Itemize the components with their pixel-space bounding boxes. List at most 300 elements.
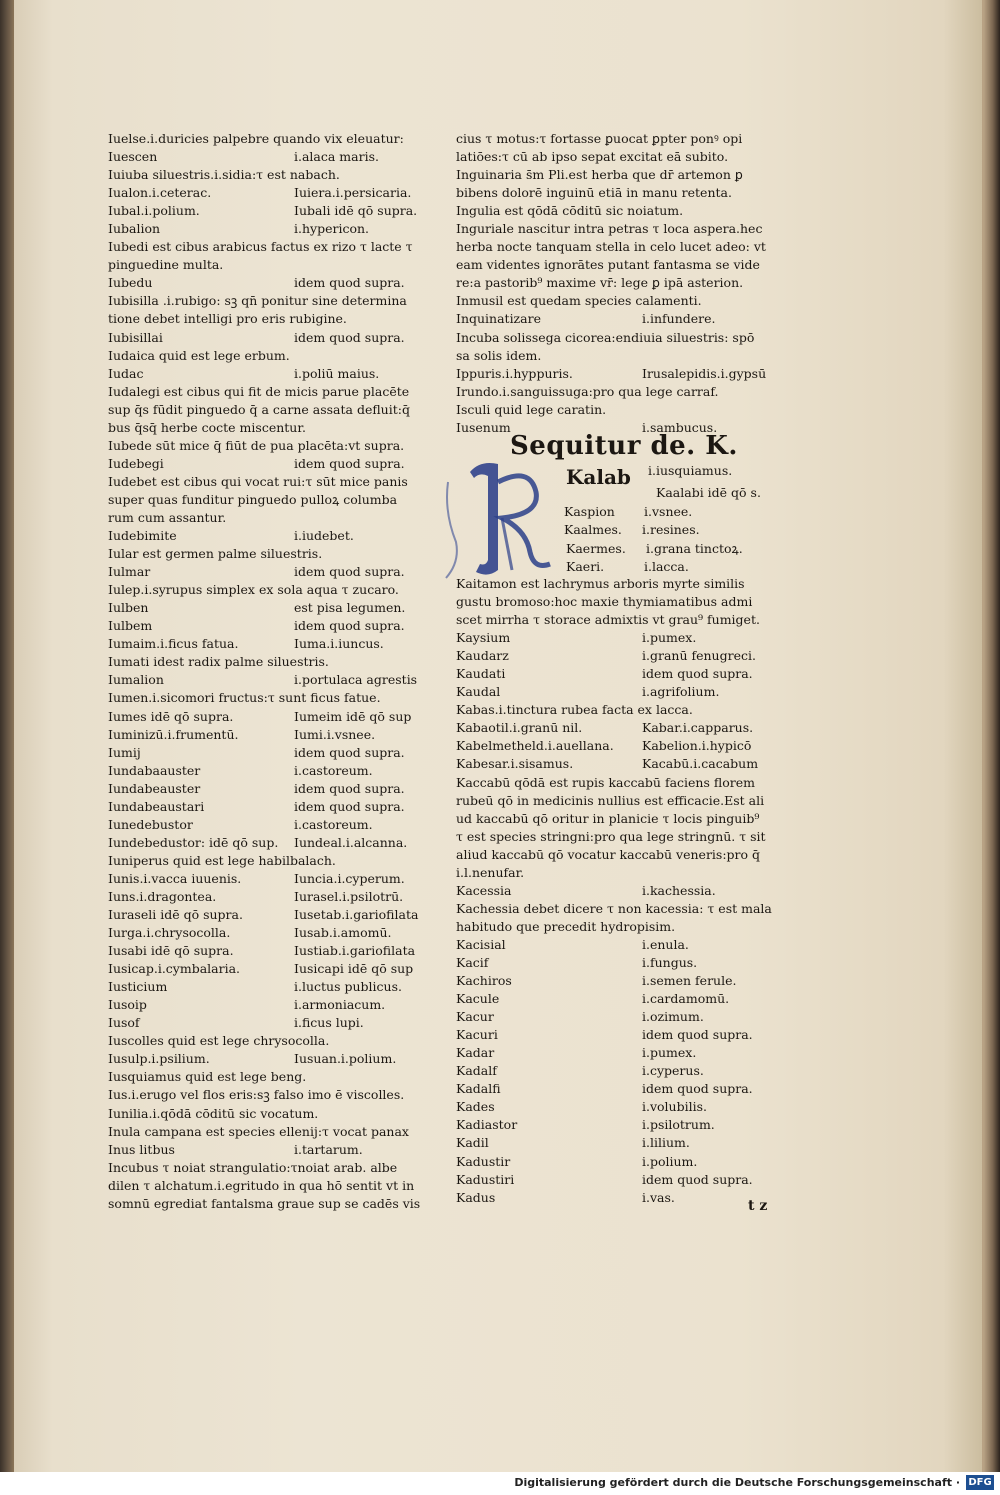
entry-term: aliud kaccabū qō vocatur kaccabū veneris:pro q̄ bbox=[456, 846, 761, 862]
entry-term: Kacessia bbox=[456, 882, 512, 898]
text-line bbox=[108, 744, 430, 762]
entry-term: Ingulia est qōdā cōditū sic noiatum. bbox=[456, 203, 684, 219]
entry-term: Kadustiri bbox=[456, 1171, 515, 1187]
entry-term: scet mirrha τ storace admixtis vt grau⁹ fumiget. bbox=[456, 612, 760, 628]
entry-term: Iuescen bbox=[108, 149, 158, 165]
text-line bbox=[108, 1123, 430, 1141]
entry-term: τ est species stringni:pro qua lege stringnū. τ sit bbox=[456, 828, 766, 844]
entry-term: Iundebedustor: idē qō sup. bbox=[108, 834, 279, 850]
text-line bbox=[456, 365, 774, 383]
text-line bbox=[108, 238, 430, 256]
entry-term: Inguinaria s̄m Pli.est herba que dr̄ artemon ꝑ bbox=[456, 167, 743, 183]
text-line bbox=[108, 906, 430, 924]
text-line bbox=[108, 888, 430, 906]
entry-term: Iubisilla .i.rubigo: sꝫ qn̄ ponitur sine determina bbox=[108, 293, 407, 309]
text-line bbox=[456, 755, 774, 773]
entry-term: Iundabeaustari bbox=[108, 798, 205, 814]
entry-gloss: idem quod supra. bbox=[642, 666, 753, 682]
entry-gloss: idem quod supra. bbox=[294, 455, 405, 471]
text-line bbox=[456, 256, 774, 274]
entry-term: bus q̄sq̄ herbe cocte miscentur. bbox=[108, 419, 306, 435]
entry-term: Kacur bbox=[456, 1009, 494, 1025]
text-line bbox=[108, 365, 430, 383]
entry-term: Iusulp.i.psilium. bbox=[108, 1051, 210, 1067]
entry-term: Kacule bbox=[456, 991, 500, 1007]
entry-term: habitudo que precedit hydropisim. bbox=[456, 918, 676, 934]
entry-term: Iulep.i.syrupus simplex ex sola aqua τ zucaro. bbox=[108, 582, 399, 598]
text-line bbox=[108, 1086, 430, 1104]
text-line bbox=[108, 1177, 430, 1195]
entry-term: Iuns.i.dragontea. bbox=[108, 888, 217, 904]
text-line bbox=[108, 184, 430, 202]
entry-gloss: i.polium. bbox=[642, 1153, 698, 1169]
footer-credit: Digitalisierung gefördert durch die Deutsche Forschungsgemeinschaft · bbox=[514, 1476, 960, 1489]
text-line bbox=[108, 617, 430, 635]
entry-term: Kadustir bbox=[456, 1153, 511, 1169]
text-line bbox=[108, 653, 430, 671]
entry-gloss: Iuma.i.iuncus. bbox=[294, 636, 384, 652]
entry-gloss: Iusicapi idē qō sup bbox=[294, 961, 414, 977]
entry-term: Iumalion bbox=[108, 672, 164, 688]
entry-term: somnū egrediat fantalsma graue sup se cadēs vis bbox=[108, 1195, 421, 1211]
entry-term: Kades bbox=[456, 1099, 495, 1115]
entry-term: Iusicap.i.cymbalaria. bbox=[108, 961, 241, 977]
entry-term: Iusoip bbox=[108, 997, 147, 1013]
text-line bbox=[456, 954, 774, 972]
entry-term: Iusenum bbox=[456, 419, 511, 435]
text-line bbox=[456, 166, 774, 184]
text-line bbox=[108, 1141, 430, 1159]
entry-gloss: idem quod supra. bbox=[294, 780, 405, 796]
text-line bbox=[108, 437, 430, 455]
dfg-logo-icon: DFG bbox=[966, 1475, 994, 1490]
text-line bbox=[108, 202, 430, 220]
entry-term: Inula campana est species ellenij:τ vocat panax bbox=[108, 1123, 409, 1139]
entry-term: Iubalion bbox=[108, 221, 161, 237]
text-line bbox=[108, 942, 430, 960]
text-line bbox=[456, 274, 774, 292]
entry-term: bibens dolorē inguinū etiā in manu retenta. bbox=[456, 185, 732, 201]
decorated-initial-k-icon bbox=[440, 452, 558, 582]
text-line bbox=[456, 665, 774, 683]
entry-term: herba nocte tanquam stella in celo lucet adeo: vt bbox=[456, 239, 766, 255]
entry-gloss: Iuiera.i.persicaria. bbox=[294, 185, 412, 201]
entry-gloss: i.tartarum. bbox=[294, 1141, 363, 1157]
entry-gloss: i.ficus lupi. bbox=[294, 1015, 364, 1031]
entry-gloss: i.vas. bbox=[642, 1189, 675, 1205]
text-line bbox=[108, 509, 430, 527]
entry-term: Kacuri bbox=[456, 1027, 498, 1043]
entry-term: Iualon.i.ceterac. bbox=[108, 185, 212, 201]
text-line bbox=[108, 1068, 430, 1086]
entry-term: Kaudati bbox=[456, 666, 506, 682]
entry-gloss: Iumeim idē qō sup bbox=[294, 708, 412, 724]
entry-term: Isculi quid lege caratin. bbox=[456, 401, 607, 417]
book-edge-right bbox=[982, 0, 1000, 1472]
text-line bbox=[456, 238, 774, 256]
text-line bbox=[108, 166, 430, 184]
entry-gloss: Iusab.i.amomū. bbox=[294, 925, 392, 941]
text-line bbox=[108, 708, 430, 726]
text-line bbox=[456, 882, 774, 900]
entry-term: sa solis idem. bbox=[456, 347, 542, 363]
entry-term: Iudebegi bbox=[108, 455, 164, 471]
right-text-column-bottom bbox=[456, 575, 774, 1207]
entry-term: Iuiuba siluestris.i.sidia:τ est nabach. bbox=[108, 167, 340, 183]
entry-term: Kaudarz bbox=[456, 648, 509, 664]
k-entry-term: Kaspion bbox=[564, 504, 615, 519]
text-line bbox=[108, 1105, 430, 1123]
text-line bbox=[456, 864, 774, 882]
text-line bbox=[456, 1153, 774, 1171]
text-line bbox=[456, 383, 774, 401]
text-line bbox=[456, 310, 774, 328]
entry-term: Kadiastor bbox=[456, 1117, 518, 1133]
entry-term: Kabas.i.tinctura rubea facta ex lacca. bbox=[456, 702, 693, 718]
entry-term: Kacif bbox=[456, 954, 489, 970]
entry-term: Iubal.i.polium. bbox=[108, 203, 200, 219]
k-entry-gloss: Kaalabi idē qō s. bbox=[656, 485, 761, 500]
text-line bbox=[108, 816, 430, 834]
entry-term: Iumati idest radix palme siluestris. bbox=[108, 654, 329, 670]
entry-term: Iuelse.i.duricies palpebre quando vix eleuatur: bbox=[108, 131, 404, 146]
entry-gloss: i.castoreum. bbox=[294, 816, 373, 832]
entry-term: latiōes:τ cū ab ipso sepat excitat eā subito. bbox=[456, 149, 729, 165]
text-line bbox=[456, 792, 774, 810]
text-line bbox=[108, 130, 430, 148]
entry-term: Kadar bbox=[456, 1045, 495, 1061]
text-line bbox=[108, 1050, 430, 1068]
k-entry-term: Kalab bbox=[566, 465, 631, 489]
entry-term: Iusquiamus quid est lege beng. bbox=[108, 1069, 307, 1085]
book-edge-left bbox=[0, 0, 14, 1472]
text-line bbox=[456, 1116, 774, 1134]
entry-gloss: i.armoniacum. bbox=[294, 997, 386, 1013]
text-line bbox=[456, 347, 774, 365]
text-line bbox=[456, 719, 774, 737]
entry-gloss: idem quod supra. bbox=[294, 618, 405, 634]
entry-term: Inus litbus bbox=[108, 1141, 175, 1157]
entry-gloss: Iuncia.i.cyperum. bbox=[294, 870, 405, 886]
entry-gloss: i.ozimum. bbox=[642, 1009, 704, 1025]
text-line bbox=[108, 329, 430, 347]
entry-term: Iular est germen palme siluestris. bbox=[108, 546, 323, 562]
text-line bbox=[108, 545, 430, 563]
entry-gloss: i.cyperus. bbox=[642, 1063, 704, 1079]
entry-term: Iudalegi est cibus qui fit de micis parue placēte bbox=[108, 383, 410, 399]
entry-term: gustu bromoso:hoc maxie thymiamatibus admi bbox=[456, 594, 753, 610]
k-entry-gloss: i.grana tinctoꝝ. bbox=[646, 541, 743, 556]
entry-gloss: idem quod supra. bbox=[294, 744, 405, 760]
entry-gloss: i.alaca maris. bbox=[294, 149, 379, 165]
entry-term: Iudaica quid est lege erbum. bbox=[108, 347, 290, 363]
right-text-column-top bbox=[456, 130, 774, 437]
entry-term: Iudebimite bbox=[108, 528, 177, 544]
text-line bbox=[108, 383, 430, 401]
text-line bbox=[108, 870, 430, 888]
entry-gloss: i.portulaca agrestis bbox=[294, 672, 418, 688]
k-entry-gloss: i.resines. bbox=[642, 522, 700, 537]
section-heading: Sequitur de. K. bbox=[510, 431, 738, 461]
entry-gloss: i.sambucus. bbox=[642, 419, 718, 435]
entry-gloss: i.cardamomū. bbox=[642, 991, 730, 1007]
text-line bbox=[456, 1062, 774, 1080]
entry-gloss: idem quod supra. bbox=[294, 798, 405, 814]
entry-gloss: i.hypericon. bbox=[294, 221, 370, 237]
text-line bbox=[456, 1026, 774, 1044]
entry-term: Iundabeauster bbox=[108, 780, 201, 796]
text-line bbox=[456, 1044, 774, 1062]
entry-term: Iulmar bbox=[108, 564, 151, 580]
entry-term: Kachessia debet dicere τ non kacessia: τ est mala bbox=[456, 900, 772, 916]
entry-term: Iumij bbox=[108, 744, 141, 760]
text-line bbox=[456, 918, 774, 936]
left-text-column bbox=[108, 130, 430, 1213]
entry-gloss: i.pumex. bbox=[642, 1045, 697, 1061]
entry-gloss: Iustiab.i.gariofilata bbox=[294, 943, 416, 959]
text-line bbox=[456, 828, 774, 846]
text-line bbox=[108, 834, 430, 852]
text-line bbox=[456, 629, 774, 647]
entry-term: sup q̄s fūdit pinguedo q̄ a carne assata defluit:q̄ bbox=[108, 401, 410, 417]
text-line bbox=[108, 960, 430, 978]
entry-term: Inquinatizare bbox=[456, 311, 541, 327]
entry-term: eam videntes ignorātes putant fantasma se vide bbox=[456, 257, 760, 273]
entry-term: Kaitamon est lachrymus arboris myrte similis bbox=[456, 576, 745, 591]
text-line bbox=[108, 635, 430, 653]
entry-term: Iusticium bbox=[108, 979, 168, 995]
text-line bbox=[108, 256, 430, 274]
entry-gloss: i.luctus publicus. bbox=[294, 979, 402, 995]
entry-gloss: i.volubilis. bbox=[642, 1099, 707, 1115]
k-entry-term: Kaalmes. bbox=[564, 522, 622, 537]
entry-gloss: idem quod supra. bbox=[642, 1171, 753, 1187]
k-entry-term: Kaeri. bbox=[566, 559, 605, 574]
text-line bbox=[108, 581, 430, 599]
entry-term: Kadil bbox=[456, 1135, 489, 1151]
entry-gloss: Iumi.i.vsnee. bbox=[294, 726, 376, 742]
entry-term: Iubedi est cibus arabicus factus ex rizo τ lacte τ bbox=[108, 239, 413, 255]
text-line bbox=[108, 762, 430, 780]
entry-term: re:a pastorib⁹ maxime vr̄: lege ꝑ ipā asterion. bbox=[456, 275, 744, 291]
entry-gloss: i.semen ferule. bbox=[642, 973, 737, 989]
text-line bbox=[456, 184, 774, 202]
entry-term: Kacisial bbox=[456, 936, 506, 952]
entry-term: Kabelmetheld.i.auellana. bbox=[456, 738, 614, 754]
entry-term: Incubus τ noiat strangulatio:τnoiat arab. albe bbox=[108, 1159, 398, 1175]
entry-term: Iulben bbox=[108, 600, 149, 616]
entry-term: Iumes idē qō supra. bbox=[108, 708, 234, 724]
entry-gloss: i.enula. bbox=[642, 936, 689, 952]
text-line bbox=[456, 972, 774, 990]
entry-gloss: idem quod supra. bbox=[294, 564, 405, 580]
entry-gloss: i.iudebet. bbox=[294, 528, 354, 544]
entry-gloss: est pisa legumen. bbox=[294, 600, 406, 616]
entry-term: rubeū qō in medicinis nullius est efficacie.Est ali bbox=[456, 792, 765, 808]
text-line bbox=[456, 148, 774, 166]
text-line bbox=[108, 726, 430, 744]
text-line bbox=[108, 347, 430, 365]
text-line bbox=[456, 1134, 774, 1152]
text-line bbox=[108, 1195, 430, 1213]
text-line bbox=[456, 1189, 774, 1207]
k-entry-gloss: i.lacca. bbox=[644, 559, 689, 574]
entry-term: Inguriale nascitur intra petras τ loca aspera.hec bbox=[456, 221, 763, 237]
text-line bbox=[456, 329, 774, 347]
entry-gloss: i.lilium. bbox=[642, 1135, 690, 1151]
entry-term: Kaudal bbox=[456, 684, 501, 700]
entry-term: Iuraseli idē qō supra. bbox=[108, 907, 243, 923]
entry-term: Kachiros bbox=[456, 973, 512, 989]
entry-gloss: idem quod supra. bbox=[294, 275, 405, 291]
text-line bbox=[108, 473, 430, 491]
entry-term: Kadus bbox=[456, 1189, 496, 1205]
entry-term: i.l.nenufar. bbox=[456, 864, 525, 880]
entry-term: Iubedu bbox=[108, 275, 153, 291]
entry-gloss: i.infundere. bbox=[642, 311, 716, 327]
k-entry-gloss: i.iusquiamus. bbox=[648, 463, 733, 478]
text-line bbox=[456, 846, 774, 864]
entry-term: rum cum assantur. bbox=[108, 509, 227, 525]
entry-term: Iusabi idē qō supra. bbox=[108, 943, 234, 959]
text-line bbox=[456, 701, 774, 719]
text-line bbox=[108, 689, 430, 707]
entry-gloss: idem quod supra. bbox=[642, 1027, 753, 1043]
entry-term: pinguedine multa. bbox=[108, 257, 224, 273]
entry-term: Iulbem bbox=[108, 618, 153, 634]
entry-term: Iudebet est cibus qui vocat rui:τ sūt mice panis bbox=[108, 473, 408, 489]
k-entry-term: Kaermes. bbox=[566, 541, 626, 556]
text-line bbox=[108, 455, 430, 473]
entry-gloss: Irusalepidis.i.gypsū bbox=[642, 365, 767, 381]
text-line bbox=[108, 1032, 430, 1050]
text-line bbox=[108, 419, 430, 437]
entry-term: cius τ motus:τ fortasse ꝑuocat ꝑpter ponꝰ opi bbox=[456, 131, 743, 146]
text-line bbox=[456, 647, 774, 665]
entry-term: Iusof bbox=[108, 1015, 140, 1031]
text-line bbox=[456, 1080, 774, 1098]
text-line bbox=[456, 1098, 774, 1116]
entry-gloss: Iurasel.i.psilotrū. bbox=[294, 888, 404, 904]
text-line bbox=[108, 401, 430, 419]
text-line bbox=[108, 292, 430, 310]
entry-gloss: Iubali idē qō supra. bbox=[294, 203, 418, 219]
text-line bbox=[456, 900, 774, 918]
entry-term: Kabaotil.i.granū nil. bbox=[456, 720, 583, 736]
entry-term: Irundo.i.sanguissuga:pro qua lege carraf. bbox=[456, 383, 719, 399]
entry-gloss: Iusetab.i.gariofilata bbox=[294, 907, 419, 923]
entry-term: dilen τ alchatum.i.egritudo in qua hō sentit vt in bbox=[108, 1177, 415, 1193]
entry-term: Kaccabū qōdā est rupis kaccabū faciens florem bbox=[456, 774, 755, 790]
footer-bar bbox=[0, 1472, 1000, 1495]
text-line bbox=[108, 798, 430, 816]
text-line bbox=[456, 575, 774, 593]
entry-term: Kabesar.i.sisamus. bbox=[456, 756, 574, 772]
entry-gloss: i.agrifolium. bbox=[642, 684, 720, 700]
text-line bbox=[456, 810, 774, 828]
entry-term: Iuscolles quid est lege chrysocolla. bbox=[108, 1033, 330, 1049]
text-line bbox=[456, 936, 774, 954]
text-line bbox=[456, 130, 774, 148]
text-line bbox=[456, 774, 774, 792]
entry-gloss: Kabar.i.capparus. bbox=[642, 720, 754, 736]
entry-term: Iumaim.i.ficus fatua. bbox=[108, 636, 239, 652]
entry-term: ud kaccabū qō oritur in planicie τ locis pinguib⁹ bbox=[456, 810, 760, 826]
entry-gloss: i.kachessia. bbox=[642, 882, 716, 898]
entry-term: Incuba solissega cicorea:endiuia siluestris: spō bbox=[456, 329, 755, 345]
signature-mark: t z bbox=[748, 1198, 768, 1214]
text-line bbox=[108, 563, 430, 581]
text-line bbox=[108, 220, 430, 238]
entry-gloss: i.granū fenugreci. bbox=[642, 648, 756, 664]
text-line bbox=[456, 401, 774, 419]
text-line bbox=[456, 220, 774, 238]
text-line bbox=[108, 780, 430, 798]
entry-term: Kadalf bbox=[456, 1063, 497, 1079]
text-line bbox=[456, 202, 774, 220]
entry-gloss: i.pumex. bbox=[642, 630, 697, 646]
text-line bbox=[108, 1014, 430, 1032]
entry-term: Ippuris.i.hyppuris. bbox=[456, 365, 573, 381]
text-line bbox=[456, 611, 774, 629]
entry-gloss: i.psilotrum. bbox=[642, 1117, 715, 1133]
text-line bbox=[108, 996, 430, 1014]
entry-term: Iundabaauster bbox=[108, 762, 201, 778]
entry-term: Iubede sūt mice q̄ fiūt de pua placēta:vt supra. bbox=[108, 437, 405, 453]
entry-term: Iumen.i.sicomori fructus:τ sunt ficus fatue. bbox=[108, 690, 381, 706]
text-line bbox=[456, 1171, 774, 1189]
text-line bbox=[108, 491, 430, 509]
entry-term: Iuminizū.i.frumentū. bbox=[108, 726, 239, 742]
entry-gloss: Iusuan.i.polium. bbox=[294, 1051, 397, 1067]
entry-term: Iunedebustor bbox=[108, 816, 193, 832]
entry-term: Ius.i.erugo vel flos eris:sꝫ falso imo ē viscolles. bbox=[108, 1087, 405, 1103]
entry-gloss: i.fungus. bbox=[642, 954, 698, 970]
entry-term: Kaysium bbox=[456, 630, 511, 646]
text-line bbox=[108, 978, 430, 996]
text-line bbox=[456, 593, 774, 611]
entry-gloss: idem quod supra. bbox=[294, 329, 405, 345]
text-line bbox=[108, 1159, 430, 1177]
text-line bbox=[108, 599, 430, 617]
text-line bbox=[456, 683, 774, 701]
entry-gloss: idem quod supra. bbox=[642, 1081, 753, 1097]
text-line bbox=[456, 292, 774, 310]
text-line bbox=[108, 527, 430, 545]
entry-term: Inmusil est quedam species calamenti. bbox=[456, 293, 702, 309]
entry-gloss: i.poliū maius. bbox=[294, 365, 380, 381]
text-line bbox=[456, 990, 774, 1008]
entry-term: Iuniperus quid est lege habilbalach. bbox=[108, 852, 336, 868]
text-line bbox=[456, 737, 774, 755]
entry-term: Iunilia.i.qōdā cōditū sic vocatum. bbox=[108, 1105, 319, 1121]
entry-term: Kadalfi bbox=[456, 1081, 501, 1097]
entry-term: Iunis.i.vacca iuuenis. bbox=[108, 870, 242, 886]
k-entry-gloss: i.vsnee. bbox=[644, 504, 693, 519]
text-line bbox=[108, 852, 430, 870]
entry-gloss: Kabelion.i.hypicō bbox=[642, 738, 752, 754]
entry-term: tione debet intelligi pro eris rubigine. bbox=[108, 311, 347, 327]
entry-term: Iudac bbox=[108, 365, 144, 381]
entry-term: Iurga.i.chrysocolla. bbox=[108, 925, 231, 941]
text-line bbox=[456, 1008, 774, 1026]
entry-gloss: i.castoreum. bbox=[294, 762, 373, 778]
entry-gloss: Kacabū.i.cacabum bbox=[642, 756, 759, 772]
text-line bbox=[108, 148, 430, 166]
entry-gloss: Iundeal.i.alcanna. bbox=[294, 834, 408, 850]
entry-term: Iubisillai bbox=[108, 329, 163, 345]
text-line bbox=[108, 924, 430, 942]
